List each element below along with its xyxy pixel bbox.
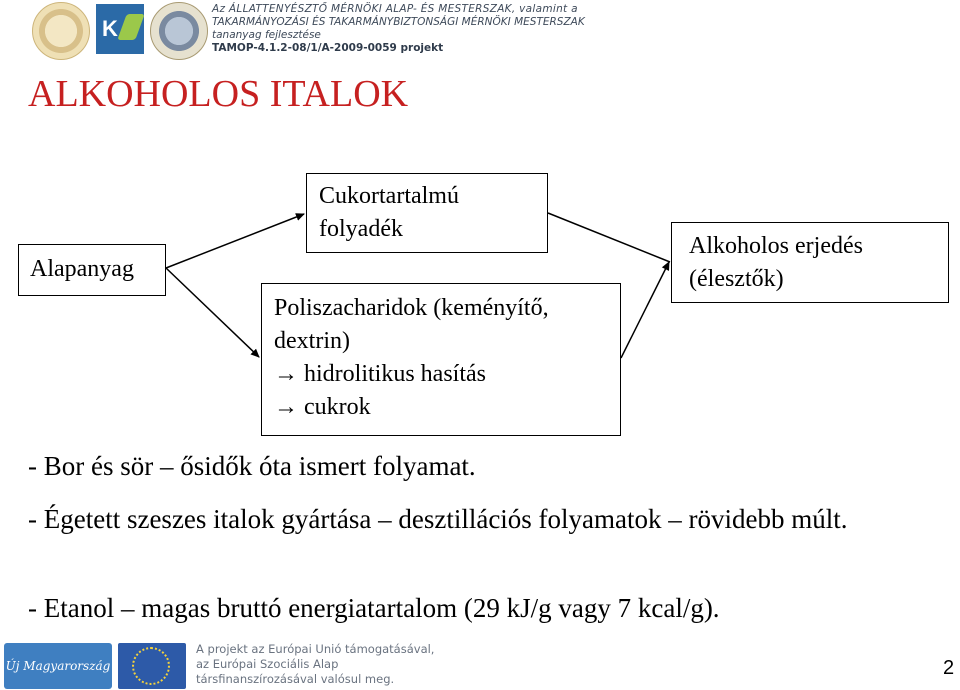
line-cukor-to-alkoholos xyxy=(548,213,670,262)
footer-text xyxy=(196,642,434,687)
eu-flag-logo xyxy=(118,643,186,689)
poli-line-1: Poliszacharidok (keményítő, xyxy=(274,295,549,321)
poli-line-3: → hidrolitikus hasítás xyxy=(274,361,486,387)
header-line-3: tananyag fejlesztése xyxy=(212,29,321,41)
page-number: 2 xyxy=(943,657,955,679)
eu-stars-icon xyxy=(132,647,170,685)
page-title: ALKOHOLOS ITALOK xyxy=(28,73,409,115)
header-line-4: TAMOP-4.1.2-08/1/A-2009-0059 projekt xyxy=(212,42,444,54)
bullet-etanol: - Etanol – magas bruttó energiatartalom (29 kJ/g vagy 7 kcal/g). xyxy=(28,593,720,623)
box-alapanyag xyxy=(18,244,166,296)
header-line-1: Az ÁLLATTENYÉSZTŐ MÉRNÖKI ALAP- ÉS MESTERSZAK, valamint a xyxy=(212,3,578,15)
uj-magyarorszag-logo xyxy=(4,643,112,689)
footer-line-3: társfinanszírozásával valósul meg. xyxy=(196,672,395,686)
university-seal-logo xyxy=(32,2,90,60)
box-poliszacharidok xyxy=(261,283,621,436)
alapanyag-label: Alapanyag xyxy=(30,256,134,282)
header-text xyxy=(212,3,585,55)
arrow-poli-to-alkoholos xyxy=(621,262,669,358)
bullet-egetett-szeszes: - Égetett szeszes italok gyártása – desztillációs folyamatok – rövidebb múlt. xyxy=(28,504,848,534)
box-cukortartalmu-folyadek xyxy=(306,173,548,253)
footer-line-2: az Európai Szociális Alap xyxy=(196,657,339,671)
cukor-line-2: folyadék xyxy=(319,216,403,242)
faculty-seal-logo xyxy=(150,2,208,60)
uj-magyarorszag-logo-text: Új Magyarország xyxy=(5,659,111,673)
cukor-line-1: Cukortartalmú xyxy=(319,183,459,209)
header xyxy=(0,0,960,60)
header-line-2: TAKARMÁNYOZÁSI ÉS TAKARMÁNYBIZTONSÁGI MÉRNÖKI MESTERSZAK xyxy=(212,16,585,28)
bullet-bor-es-sor: - Bor és sör – ősidők óta ismert folyamat. xyxy=(28,451,476,481)
arrow-alapanyag-to-poli xyxy=(166,268,259,357)
k-logo-letter: K xyxy=(102,16,118,41)
footer-line-1: A projekt az Európai Unió támogatásával, xyxy=(196,642,435,656)
poli-line-2: dextrin) xyxy=(274,328,350,354)
leaf-icon xyxy=(117,14,144,40)
arrow-alapanyag-to-cukor xyxy=(166,214,304,268)
alkoholos-line-1: Alkoholos erjedés xyxy=(689,233,863,259)
alkoholos-line-2: (élesztők) xyxy=(689,266,784,292)
poli-line-4: → cukrok xyxy=(274,394,371,420)
k-logo xyxy=(96,4,144,54)
box-alkoholos-erjedes xyxy=(671,222,949,303)
